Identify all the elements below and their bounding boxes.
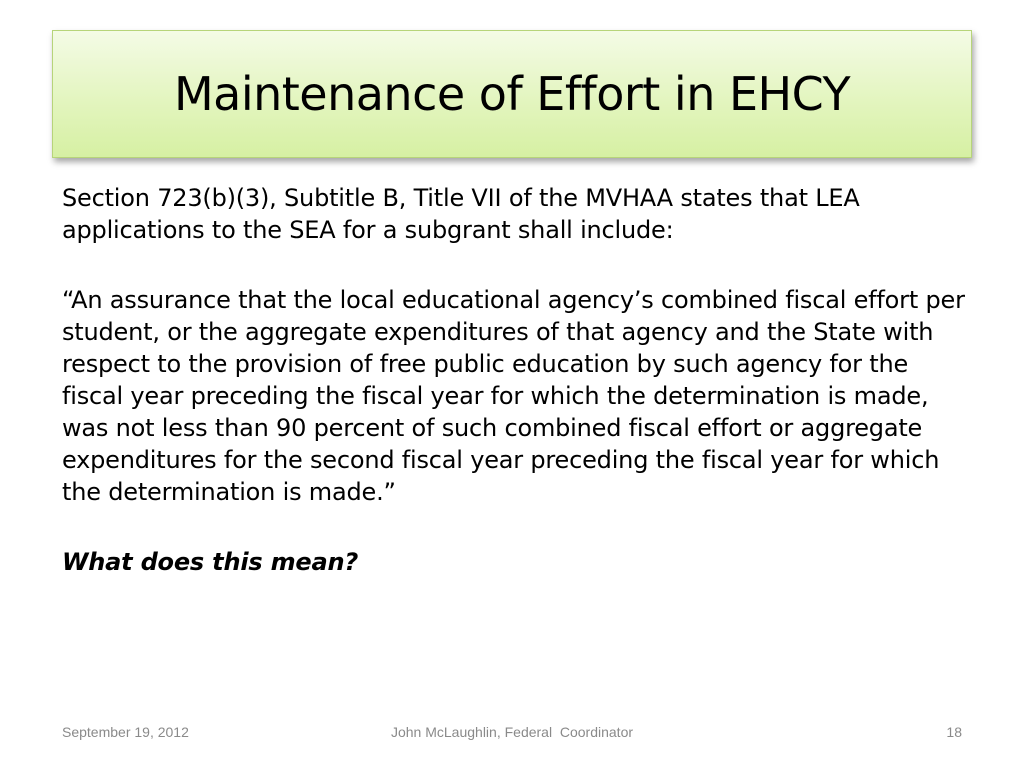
question-text: What does this mean? bbox=[62, 548, 359, 576]
footer-presenter bbox=[0, 724, 1024, 740]
intro-paragraph: Section 723(b)(3), Subtitle B, Title VII of the MVHAA states that LEA applications to the SEA for a subgrant shall include: bbox=[62, 184, 860, 244]
quote-paragraph: “An assurance that the local educational agency’s combined fiscal effort per student, or the aggregate expenditures of that agency and the State with respect to the provision of free public education by such agency for the fiscal year preceding the fiscal year for which the determination is made, was not less than 90 percent of such combined fiscal effort or aggregate expenditures for the second fiscal year preceding the fiscal year for which the determination is made.” bbox=[62, 286, 965, 506]
title-banner bbox=[52, 30, 972, 158]
slide-body bbox=[62, 182, 972, 578]
page-number: 18 bbox=[946, 724, 962, 740]
footer-presenter-text: John McLaughlin, Federal Coordinator bbox=[390, 724, 634, 740]
footer-date: September 19, 2012 bbox=[62, 724, 189, 740]
slide-title: Maintenance of Effort in EHCY bbox=[173, 67, 851, 121]
